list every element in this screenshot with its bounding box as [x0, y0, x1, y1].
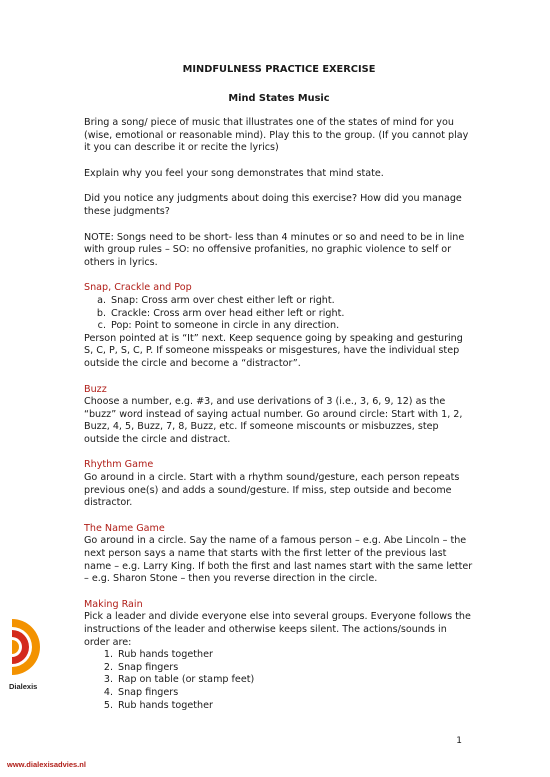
- list-item-text: Rub hands together: [118, 649, 213, 661]
- document-subtitle: Mind States Music: [228, 93, 330, 104]
- list-item-text: Snap fingers: [118, 686, 179, 698]
- document-body: [84, 63, 474, 712]
- list-item: [84, 700, 474, 713]
- list-marker: a.: [97, 294, 106, 306]
- list-item: [84, 674, 474, 687]
- snap-list: [84, 295, 474, 333]
- list-marker: 2.: [103, 661, 113, 673]
- rain-steps-list: [84, 649, 474, 712]
- section-text: Go around in a circle. Say the name of a famous person – e.g. Abe Lincoln – the next person says a name that starts with the first letter of the previous last name – e.g. Larry King. If both the first and last names start with the same letter – e.g. Sharon Stone – then you reverse direction in the circle.: [84, 535, 473, 585]
- list-item: [84, 662, 474, 675]
- document-title: MINDFULNESS PRACTICE EXERCISE: [182, 64, 376, 75]
- section-title: Making Rain: [84, 598, 143, 610]
- logo-wordmark: Dialexis: [9, 682, 38, 691]
- dialexis-logo-icon: [8, 617, 48, 677]
- section-text: Choose a number, e.g. #3, and use derivations of 3 (i.e., 3, 6, 9, 12) as the “buzz” word instead of saying actual number. Go around circle: Start with 1, 2, Buzz, 4, 5, Buzz, 7, 8, Buzz, etc. If someone miscounts or misbuzzes, step outside the circle and distract.: [84, 396, 463, 445]
- list-marker: 3.: [103, 674, 113, 686]
- section-name-game: [84, 523, 474, 586]
- list-item-text: Crackle: Cross arm over head either left or right.: [111, 307, 345, 319]
- list-item-text: Rub hands together: [118, 699, 213, 711]
- intro-paragraph: Bring a song/ piece of music that illustrates one of the states of mind for you (wise, emotional or reasonable mind). Play this to the group. (If you cannot play it you can describe it or recite the lyrics): [84, 117, 469, 154]
- list-item: [84, 687, 474, 700]
- list-marker: 4.: [103, 686, 113, 698]
- section-text: Pick a leader and divide everyone else into several groups. Everyone follows the instructions of the leader and otherwise keeps silent. The actions/sounds in order are:: [84, 611, 471, 648]
- list-item-text: Snap: Cross arm over chest either left or right.: [111, 294, 335, 306]
- list-item-text: Pop: Point to someone in circle in any direction.: [111, 320, 340, 332]
- intro-paragraph: Did you notice any judgments about doing this exercise? How did you manage these judgments?: [84, 193, 462, 217]
- section-making-rain: [84, 599, 474, 712]
- section-buzz: [84, 384, 474, 447]
- list-item-text: Rap on table (or stamp feet): [118, 674, 255, 686]
- section-title: The Name Game: [84, 522, 165, 534]
- section-text: Person pointed at is “It” next. Keep sequence going by speaking and gesturing S, C, P, S, C, P. If someone misspeaks or misgestures, have the individual step outside the circle and become a “distractor”.: [84, 332, 463, 369]
- section-text: Go around in a circle. Start with a rhythm sound/gesture, each person repeats previous one(s) and adds a sound/gesture. If miss, step outside and become distractor.: [84, 472, 460, 509]
- list-item: [84, 295, 474, 308]
- list-marker: c.: [97, 320, 106, 332]
- section-rhythm-game: [84, 459, 474, 509]
- section-title: Rhythm Game: [84, 459, 154, 471]
- section-title: Buzz: [84, 383, 107, 395]
- section-title: Snap, Crackle and Pop: [84, 282, 192, 294]
- list-marker: 1.: [103, 649, 113, 661]
- list-item-text: Snap fingers: [118, 661, 179, 673]
- intro-section: [84, 117, 474, 269]
- intro-paragraph: Explain why you feel your song demonstrates that mind state.: [84, 167, 384, 179]
- page-number: 1: [456, 736, 462, 746]
- list-item: [84, 308, 474, 321]
- intro-paragraph: NOTE: Songs need to be short- less than 4 minutes or so and need to be in line with group rules – SO: no offensive profanities, no graphic violence to self or others in lyrics.: [84, 231, 465, 268]
- list-marker: b.: [96, 307, 106, 319]
- list-marker: 5.: [103, 699, 113, 711]
- footer-url-link[interactable]: www.dialexisadvies.nl: [7, 760, 86, 769]
- list-item: [84, 649, 474, 662]
- section-snap-crackle-pop: [84, 282, 474, 370]
- list-item: [84, 320, 474, 333]
